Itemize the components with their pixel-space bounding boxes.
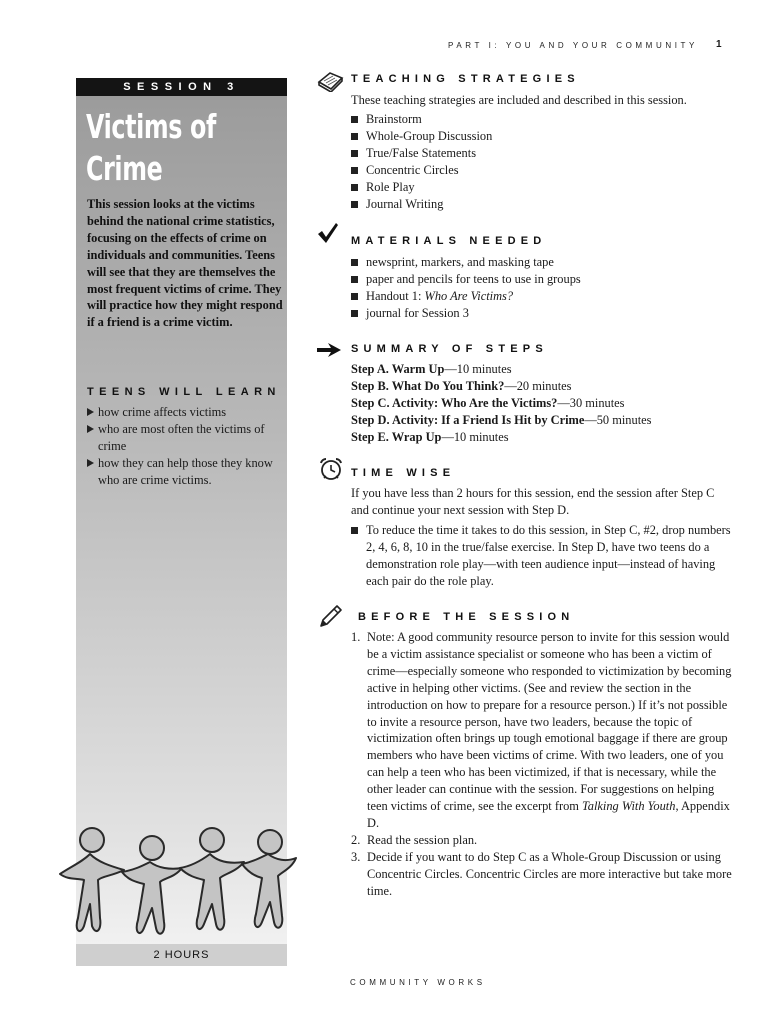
materials-heading: MATERIALS NEEDED — [351, 235, 547, 247]
summary-heading: SUMMARY OF STEPS — [351, 343, 548, 355]
step-row: Step C. Activity: Who Are the Victims?—30 minutes — [351, 395, 625, 410]
timewise-heading: TIME WISE — [351, 467, 456, 479]
teaching-list — [351, 111, 731, 212]
list-item: Role Play — [351, 179, 731, 196]
square-bullet-icon — [351, 150, 358, 157]
square-bullet-icon — [351, 167, 358, 174]
learn-item: how they can help those they know who are crime victims. — [87, 455, 287, 489]
timewise-intro: If you have less than 2 hours for this session, end the session after Step C and continue your next session with Step D. — [351, 486, 715, 517]
list-item: paper and pencils for teens to use in groups — [351, 271, 731, 288]
square-bullet-icon — [351, 133, 358, 140]
list-item: Handout 1: Who Are Victims? — [351, 288, 731, 305]
page-number: 1 — [716, 39, 722, 50]
learn-heading: TEENS WILL LEARN — [87, 386, 281, 398]
step-row: Step D. Activity: If a Friend Is Hit by Crime—50 minutes — [351, 412, 652, 427]
triangle-bullet-icon — [87, 408, 94, 416]
dancing-figures-icon — [52, 818, 302, 948]
notebook-icon — [316, 70, 344, 92]
alarm-clock-icon — [318, 457, 344, 481]
list-item: 1. Note: A good community resource person to invite for this session would be a victim assistance specialist or someone who has been a victim of crime—especially someone who responded to victimization by becoming active in helping other victims. (See and review the section in the introduction on how to prepare for a resource person.) If it’s not possible to invite a resource person, have two leaders, because the topic of victimization often brings up tough emotional baggage if there are group members who have been victims of crime. With two leaders, one of you can help a teen who has been victimized, if that is necessary, while the other leader can continue with the session. For suggestions on helping teen victims of crime, see the excerpt from Talking With Youth, Appendix D. — [351, 630, 732, 830]
arrow-right-icon — [316, 341, 342, 359]
teaching-heading: TEACHING STRATEGIES — [351, 73, 580, 85]
step-row: Step B. What Do You Think?—20 minutes — [351, 378, 572, 393]
list-item: To reduce the time it takes to do this session, in Step C, #2, drop numbers 2, 4, 6, 8, 10 in the true/false exercise. In Step D, have two teens do a demonstration role play—with teen audience input—instead of having each pair do the role play. — [351, 522, 731, 590]
pencil-icon — [319, 604, 343, 628]
triangle-bullet-icon — [87, 425, 94, 433]
sidebar — [76, 78, 287, 966]
triangle-bullet-icon — [87, 459, 94, 467]
list-item: newsprint, markers, and masking tape — [351, 254, 731, 271]
timewise-list — [351, 522, 731, 590]
step-row: Step A. Warm Up—10 minutes — [351, 362, 512, 376]
list-item: Brainstorm — [351, 111, 731, 128]
square-bullet-icon — [351, 293, 358, 300]
materials-list — [351, 254, 731, 322]
square-bullet-icon — [351, 116, 358, 123]
list-item: Concentric Circles — [351, 162, 731, 179]
list-item: 3. Decide if you want to do Step C as a Whole-Group Discussion or using Concentric Circles. Concentric Circles are more interactive but take more time. — [351, 849, 732, 898]
session-intro: This session looks at the victims behind the national crime statistics, focusing on the effects of crime on individuals and communities. Teens will see that they are themselves the most frequent victims of crime. They will practice how they might respond if a friend is a crime victim. — [87, 197, 283, 330]
summary-steps — [351, 361, 741, 446]
footer: COMMUNITY WORKS — [350, 978, 486, 987]
before-heading: BEFORE THE SESSION — [358, 611, 575, 623]
learn-item: who are most often the victims of crime — [87, 421, 287, 455]
list-item: True/False Statements — [351, 145, 731, 162]
step-row: Step E. Wrap Up—10 minutes — [351, 429, 509, 444]
square-bullet-icon — [351, 184, 358, 191]
session-label: SESSION 3 — [76, 78, 287, 96]
running-head: PART I: YOU AND YOUR COMMUNITY — [448, 41, 698, 50]
learn-item: how crime affects victims — [87, 404, 287, 421]
list-item: Whole-Group Discussion — [351, 128, 731, 145]
square-bullet-icon — [351, 527, 358, 534]
square-bullet-icon — [351, 259, 358, 266]
list-item: 2. Read the session plan. — [351, 832, 478, 847]
square-bullet-icon — [351, 201, 358, 208]
teaching-intro: These teaching strategies are included and described in this session. — [351, 93, 687, 107]
square-bullet-icon — [351, 276, 358, 283]
before-list — [351, 629, 733, 900]
session-title: Victims of Crime — [86, 107, 216, 188]
learn-list — [87, 404, 287, 489]
duration-label: 2 HOURS — [76, 944, 287, 966]
square-bullet-icon — [351, 310, 358, 317]
list-item: journal for Session 3 — [351, 305, 731, 322]
checkmark-icon — [317, 222, 339, 244]
list-item: Journal Writing — [351, 196, 731, 213]
